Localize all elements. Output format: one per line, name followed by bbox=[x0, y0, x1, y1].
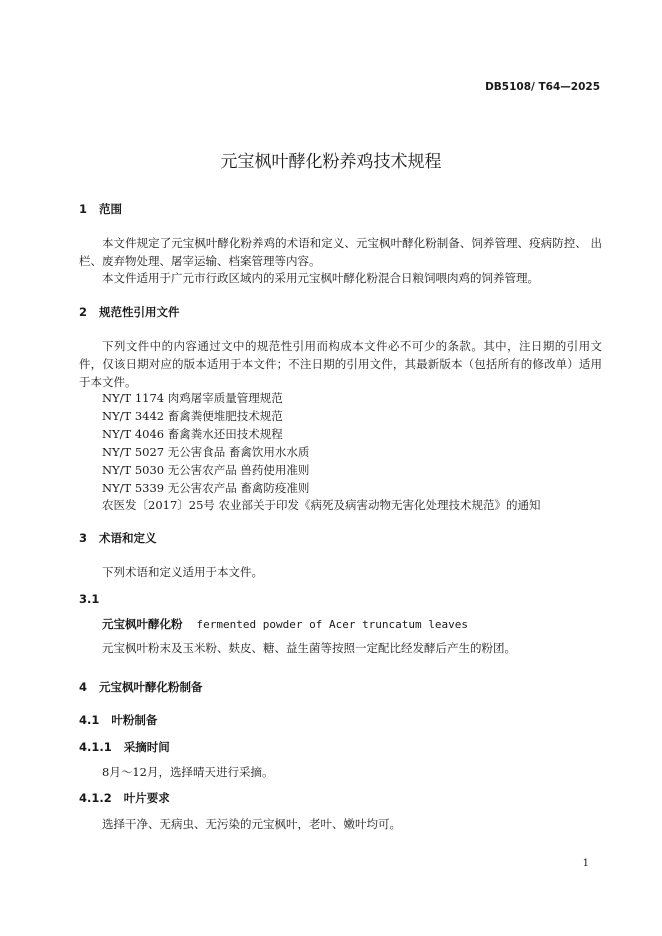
subsection-4-1-heading bbox=[79, 712, 157, 728]
subsection-title: 叶粉制备 bbox=[111, 713, 158, 727]
subsection-number: 4.1 bbox=[79, 713, 100, 727]
section-number: 1 bbox=[79, 202, 88, 216]
term-entry bbox=[102, 615, 468, 633]
term-definition: 元宝枫叶粉末及玉米粉、麸皮、糖、益生菌等按照一定配比经发酵后产生的粉团。 bbox=[102, 641, 516, 655]
reference-item: NY/T 3442 畜禽粪便堆肥技术规范 bbox=[102, 409, 283, 423]
scope-paragraph-1: 本文件规定了元宝枫叶酵化粉养鸡的术语和定义、元宝枫叶酵化粉制备、饲养管理、疫病防控、 出栏、废弃物处理、屠宰运输、档案管理等内容。 bbox=[79, 236, 602, 268]
subsection-number: 4.1.2 bbox=[79, 791, 112, 805]
reference-item: NY/T 5339 无公害农产品 畜禽防疫准则 bbox=[102, 481, 310, 495]
section-title: 范围 bbox=[99, 202, 123, 216]
subsection-4-1-1-heading bbox=[79, 739, 170, 755]
section-number: 3 bbox=[79, 531, 88, 545]
term-number: 3.1 bbox=[79, 592, 100, 606]
term-chinese: 元宝枫叶酵化粉 bbox=[102, 617, 183, 631]
section-3-heading bbox=[79, 530, 157, 546]
harvest-time-text: 8月～12月，选择晴天进行采摘。 bbox=[102, 765, 274, 779]
section-1-heading bbox=[79, 201, 122, 217]
reference-item: 农医发〔2017〕25号 农业部关于印发《病死及病害动物无害化处理技术规范》的通知 bbox=[102, 498, 541, 512]
section-title: 元宝枫叶酵化粉制备 bbox=[99, 680, 203, 694]
reference-item: NY/T 1174 肉鸡屠宰质量管理规范 bbox=[102, 391, 283, 405]
reference-item: NY/T 4046 畜禽粪水还田技术规程 bbox=[102, 427, 283, 441]
subsection-title: 采摘时间 bbox=[123, 740, 170, 754]
terms-intro: 下列术语和定义适用于本文件。 bbox=[102, 565, 263, 579]
page-number: 1 bbox=[582, 858, 589, 869]
term-english: fermented powder of Acer truncatum leaves bbox=[196, 618, 469, 631]
references-intro: 下列文件中的内容通过文中的规范性引用而构成本文件必不可少的条款。其中，注日期的引用文件，仅该日期对应的版本适用于本文件；不注日期的引用文件，其最新版本（包括所有的修改单）适用于本文件。 bbox=[79, 339, 602, 389]
section-number: 2 bbox=[79, 305, 88, 319]
reference-item: NY/T 5030 无公害农产品 兽药使用准则 bbox=[102, 463, 310, 477]
subsection-4-1-2-heading bbox=[79, 790, 170, 806]
section-number: 4 bbox=[79, 680, 88, 694]
section-title: 规范性引用文件 bbox=[99, 305, 180, 319]
section-2-heading bbox=[79, 304, 180, 320]
section-title: 术语和定义 bbox=[99, 531, 157, 545]
subsection-title: 叶片要求 bbox=[123, 791, 170, 805]
standard-number: DB5108/ T64—2025 bbox=[485, 81, 600, 93]
leaf-requirement-text: 选择干净、无病虫、无污染的元宝枫叶，老叶、嫩叶均可。 bbox=[102, 817, 401, 831]
subsection-number: 4.1.1 bbox=[79, 740, 112, 754]
reference-item: NY/T 5027 无公害食品 畜禽饮用水水质 bbox=[102, 445, 310, 459]
section-4-heading bbox=[79, 679, 203, 695]
scope-paragraph-2: 本文件适用于广元市行政区域内的采用元宝枫叶酵化粉混合日粮饲喂肉鸡的饲养管理。 bbox=[102, 271, 539, 285]
document-title: 元宝枫叶酵化粉养鸡技术规程 bbox=[220, 152, 442, 172]
